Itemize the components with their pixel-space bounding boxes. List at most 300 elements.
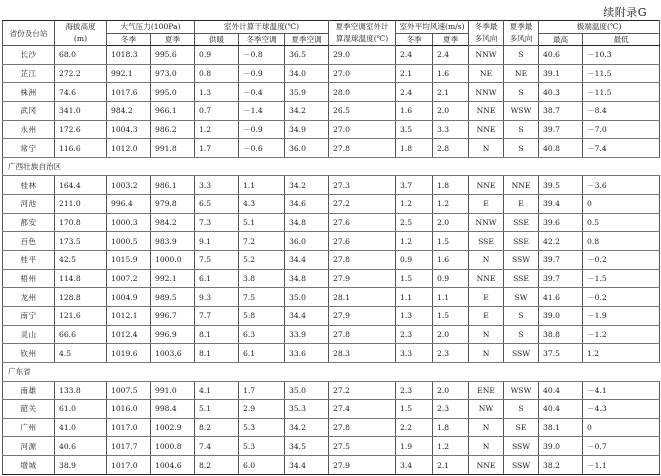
- table-cell: 170.8: [55, 213, 107, 232]
- table-cell: 27.9: [329, 306, 396, 325]
- table-cell: 1012.0: [107, 139, 151, 158]
- table-cell: 2.4: [396, 83, 433, 102]
- table-cell: NNW: [469, 83, 504, 102]
- table-cell: 34.4: [285, 251, 329, 270]
- table-cell: 34.2: [285, 101, 329, 120]
- table-cell: 0.9: [396, 251, 433, 270]
- table-cell: －8.4: [583, 101, 660, 120]
- table-cell: 7.7: [195, 306, 239, 325]
- table-cell: 0: [583, 418, 660, 437]
- table-cell: 5.8: [239, 306, 285, 325]
- table-cell: 992.1: [151, 269, 195, 288]
- table-row: [3, 176, 660, 195]
- table-cell: 1017.0: [107, 418, 151, 437]
- table-cell: 1.2: [195, 120, 239, 139]
- station-name: 河源: [3, 437, 55, 456]
- table-cell: 3.3: [433, 120, 469, 139]
- table-cell: 40.8: [539, 139, 583, 158]
- table-cell: 1002.9: [151, 418, 195, 437]
- table-cell: 2.0: [433, 101, 469, 120]
- table-cell: 6.5: [195, 195, 239, 214]
- header-pressure: 大气压力(100Pa): [107, 21, 195, 34]
- table-cell: 36.0: [285, 232, 329, 251]
- table-cell: S: [504, 400, 539, 419]
- table-cell: 996.9: [151, 325, 195, 344]
- table-cell: 38.7: [539, 101, 583, 120]
- table-cell: 35.0: [285, 288, 329, 307]
- table-row: [3, 213, 660, 232]
- table-cell: 42.2: [539, 232, 583, 251]
- table-row: [3, 64, 660, 83]
- table-cell: NNE: [469, 456, 504, 475]
- table-cell: 34.6: [285, 195, 329, 214]
- station-name: 增城: [3, 456, 55, 475]
- table-cell: 8.2: [195, 456, 239, 475]
- table-cell: 38.1: [539, 418, 583, 437]
- table-cell: 7.3: [195, 213, 239, 232]
- table-cell: 5.3: [239, 418, 285, 437]
- table-cell: －1.1: [583, 456, 660, 475]
- table-cell: 1.5: [433, 232, 469, 251]
- table-cell: 28.1: [329, 288, 396, 307]
- table-row: [3, 195, 660, 214]
- table-cell: SSW: [504, 344, 539, 363]
- table-cell: 36.5: [285, 46, 329, 65]
- table-cell: 2.8: [433, 139, 469, 158]
- table-cell: 3.8: [239, 269, 285, 288]
- table-cell: 33.6: [285, 344, 329, 363]
- table-cell: SSE: [469, 232, 504, 251]
- table-cell: 1004.6: [151, 456, 195, 475]
- table-cell: 1000.3: [107, 213, 151, 232]
- table-cell: 1.6: [396, 101, 433, 120]
- table-cell: 40.4: [539, 400, 583, 419]
- table-cell: 1.8: [433, 418, 469, 437]
- table-cell: 979.8: [151, 195, 195, 214]
- table-cell: 1.8: [433, 176, 469, 195]
- station-name: 河池: [3, 195, 55, 214]
- table-cell: 2.1: [396, 64, 433, 83]
- table-cell: 128.8: [55, 288, 107, 307]
- table-cell: 4.3: [239, 195, 285, 214]
- table-cell: 3.7: [396, 176, 433, 195]
- table-cell: 1.6: [433, 64, 469, 83]
- table-cell: N: [469, 344, 504, 363]
- table-cell: 1018.3: [107, 46, 151, 65]
- table-cell: SSE: [504, 232, 539, 251]
- table-cell: 5.1: [239, 213, 285, 232]
- table-cell: 6.1: [195, 269, 239, 288]
- table-cell: 2.1: [433, 456, 469, 475]
- table-cell: 1.7: [239, 381, 285, 400]
- table-cell: 2.3: [433, 400, 469, 419]
- table-row: [3, 325, 660, 344]
- table-cell: WSW: [504, 101, 539, 120]
- table-cell: 27.9: [329, 269, 396, 288]
- table-cell: 272.2: [55, 64, 107, 83]
- table-cell: 39.7: [539, 120, 583, 139]
- header-wind: 室外平均风速(m/s): [396, 21, 469, 34]
- header-drybulb-heating: 供暖: [195, 33, 239, 46]
- header-extreme: 极端温度(℃): [539, 21, 660, 34]
- table-cell: 116.6: [55, 139, 107, 158]
- table-cell: 992.1: [107, 64, 151, 83]
- table-cell: S: [504, 83, 539, 102]
- table-cell: 0.5: [583, 213, 660, 232]
- table-cell: 26.5: [329, 101, 396, 120]
- table-cell: 1.1: [239, 176, 285, 195]
- table-cell: S: [504, 120, 539, 139]
- table-cell: 986.1: [151, 176, 195, 195]
- table-cell: S: [504, 139, 539, 158]
- table-cell: 0.9: [433, 269, 469, 288]
- table-cell: 27.8: [329, 418, 396, 437]
- table-cell: 1007.5: [107, 381, 151, 400]
- header-drybulb-summer-ac: 夏季空调: [285, 33, 329, 46]
- station-name: 武冈: [3, 101, 55, 120]
- table-cell: 40.6: [539, 46, 583, 65]
- table-cell: 1.2: [433, 437, 469, 456]
- table-cell: 1.1: [433, 288, 469, 307]
- station-name: 韶关: [3, 400, 55, 419]
- table-cell: S: [504, 325, 539, 344]
- table-cell: 27.0: [329, 120, 396, 139]
- table-cell: SSW: [504, 456, 539, 475]
- table-cell: 34.8: [285, 269, 329, 288]
- table-cell: 995.0: [151, 83, 195, 102]
- table-cell: 1019.6: [107, 344, 151, 363]
- table-cell: NNE: [469, 101, 504, 120]
- table-cell: －0.6: [239, 139, 285, 158]
- table-cell: 995.6: [151, 46, 195, 65]
- table-cell: 27.9: [329, 456, 396, 475]
- header-wind-summer: 夏季: [433, 33, 469, 46]
- table-cell: －0.9: [239, 120, 285, 139]
- table-cell: 2.2: [396, 418, 433, 437]
- station-name: 常宁: [3, 139, 55, 158]
- table-cell: 984.2: [151, 213, 195, 232]
- table-cell: 1017.6: [107, 83, 151, 102]
- table-cell: S: [504, 306, 539, 325]
- table-cell: －0.9: [239, 64, 285, 83]
- table-cell: N: [469, 139, 504, 158]
- table-cell: 34.0: [285, 64, 329, 83]
- table-row: [3, 381, 660, 400]
- header-station: 省份及台站: [3, 21, 55, 46]
- table-cell: 41.0: [55, 418, 107, 437]
- table-cell: 39.7: [539, 251, 583, 270]
- table-cell: 1.6: [433, 251, 469, 270]
- table-cell: 39.6: [539, 213, 583, 232]
- table-cell: 38.9: [55, 456, 107, 475]
- header-extreme-min: 最低: [583, 33, 660, 46]
- table-row: [3, 232, 660, 251]
- table-cell: 39.4: [539, 195, 583, 214]
- table-cell: N: [469, 437, 504, 456]
- table-cell: NNE: [469, 120, 504, 139]
- table-cell: SE: [504, 418, 539, 437]
- table-cell: SW: [504, 288, 539, 307]
- table-cell: 38.2: [539, 456, 583, 475]
- table-cell: 173.5: [55, 232, 107, 251]
- header-wind-winter: 冬季: [396, 33, 433, 46]
- table-cell: 0.8: [583, 232, 660, 251]
- table-cell: 5.3: [239, 437, 285, 456]
- table-cell: 121.6: [55, 306, 107, 325]
- table-cell: 39.0: [539, 437, 583, 456]
- table-cell: 1.5: [396, 400, 433, 419]
- table-cell: 0.7: [195, 101, 239, 120]
- table-cell: 2.5: [396, 213, 433, 232]
- table-cell: 1.8: [396, 139, 433, 158]
- table-cell: S: [504, 46, 539, 65]
- table-cell: －1.9: [583, 306, 660, 325]
- table-row: [3, 101, 660, 120]
- station-name: 百色: [3, 232, 55, 251]
- header-altitude: 海拔高度 (m): [55, 21, 107, 46]
- table-row: [3, 120, 660, 139]
- table-cell: 3.3: [396, 344, 433, 363]
- table-cell: 33.9: [285, 325, 329, 344]
- table-cell: 5.1: [195, 400, 239, 419]
- table-row: [3, 139, 660, 158]
- table-cell: 3.5: [396, 120, 433, 139]
- table-cell: 986.2: [151, 120, 195, 139]
- table-cell: 1.3: [195, 83, 239, 102]
- table-cell: 1.2: [583, 344, 660, 363]
- table-cell: 27.4: [329, 400, 396, 419]
- table-cell: 35.0: [285, 381, 329, 400]
- table-cell: －11.5: [583, 64, 660, 83]
- station-name: 钦州: [3, 344, 55, 363]
- header-extreme-max: 最高: [539, 33, 583, 46]
- station-name: 长沙: [3, 46, 55, 65]
- table-cell: 1.3: [396, 306, 433, 325]
- table-cell: 983.9: [151, 232, 195, 251]
- table-cell: E: [469, 288, 504, 307]
- table-cell: 27.2: [329, 195, 396, 214]
- table-cell: 1.2: [396, 195, 433, 214]
- region-spacer: [151, 362, 660, 381]
- station-name: 桂林: [3, 176, 55, 195]
- table-cell: 0: [583, 195, 660, 214]
- table-cell: －0.8: [239, 46, 285, 65]
- table-cell: －4.3: [583, 400, 660, 419]
- table-cell: 133.8: [55, 381, 107, 400]
- table-cell: 39.7: [539, 269, 583, 288]
- table-cell: 9.1: [195, 232, 239, 251]
- table-cell: 1000.0: [151, 251, 195, 270]
- table-cell: 1012.1: [107, 306, 151, 325]
- table-cell: NNW: [469, 213, 504, 232]
- table-cell: 2.4: [433, 46, 469, 65]
- table-cell: 66.6: [55, 325, 107, 344]
- table-cell: 35.9: [285, 83, 329, 102]
- table-cell: 1.5: [433, 306, 469, 325]
- region-row: [3, 362, 660, 381]
- table-cell: 2.0: [433, 381, 469, 400]
- table-cell: 991.8: [151, 139, 195, 158]
- table-cell: 7.5: [239, 288, 285, 307]
- header-wind-dir-winter: 冬季最 多风向: [469, 21, 504, 46]
- table-cell: 28.0: [329, 83, 396, 102]
- table-cell: 1016.0: [107, 400, 151, 419]
- table-cell: 1.2: [433, 195, 469, 214]
- table-cell: 2.0: [433, 325, 469, 344]
- table-cell: 3.4: [396, 456, 433, 475]
- table-cell: －0.7: [583, 437, 660, 456]
- appendix-caption: 续附录G: [603, 6, 647, 19]
- header-pressure-winter: 冬季: [107, 33, 151, 46]
- table-cell: 1003.6: [151, 344, 195, 363]
- table-cell: NE: [504, 64, 539, 83]
- table-cell: 68.0: [55, 46, 107, 65]
- table-cell: 1.1: [396, 288, 433, 307]
- table-cell: 37.5: [539, 344, 583, 363]
- table-body: [3, 46, 660, 475]
- table-cell: 40.4: [539, 381, 583, 400]
- table-cell: NNE: [469, 269, 504, 288]
- table-cell: 4.1: [195, 381, 239, 400]
- table-row: [3, 306, 660, 325]
- header-wetbulb: 夏季空调室外计 算湿球温度(℃): [329, 21, 396, 46]
- table-cell: 27.2: [329, 381, 396, 400]
- table-cell: 1.5: [396, 269, 433, 288]
- table-cell: NE: [469, 64, 504, 83]
- table-cell: 966.1: [151, 101, 195, 120]
- table-cell: 27.5: [329, 437, 396, 456]
- table-cell: 29.0: [329, 46, 396, 65]
- climate-data-table: [2, 20, 660, 475]
- station-name: 都安: [3, 213, 55, 232]
- table-cell: 38.8: [539, 325, 583, 344]
- table-cell: 1007.2: [107, 269, 151, 288]
- table-cell: 34.9: [285, 120, 329, 139]
- table-cell: 7.5: [195, 251, 239, 270]
- station-name: 梧州: [3, 269, 55, 288]
- table-cell: 973.0: [151, 64, 195, 83]
- table-cell: 35.3: [285, 400, 329, 419]
- table-cell: 2.0: [433, 213, 469, 232]
- table-cell: 1000.8: [151, 437, 195, 456]
- table-cell: 998.4: [151, 400, 195, 419]
- table-cell: 1.9: [396, 437, 433, 456]
- table-cell: 40.3: [539, 83, 583, 102]
- table-cell: 41.6: [539, 288, 583, 307]
- table-cell: SSW: [504, 251, 539, 270]
- table-cell: 34.4: [285, 456, 329, 475]
- table-cell: 1.7: [195, 139, 239, 158]
- table-cell: －11.5: [583, 83, 660, 102]
- header-drybulb: 室外计算干球温度(℃): [195, 21, 329, 34]
- table-cell: 2.3: [396, 325, 433, 344]
- table-cell: NNE: [469, 176, 504, 195]
- table-cell: 34.5: [285, 437, 329, 456]
- table-cell: 2.9: [239, 400, 285, 419]
- table-cell: 9.3: [195, 288, 239, 307]
- table-row: [3, 437, 660, 456]
- table-cell: 34.4: [285, 306, 329, 325]
- table-cell: N: [469, 325, 504, 344]
- table-cell: 3.3: [195, 176, 239, 195]
- table-cell: 6.0: [239, 456, 285, 475]
- table-cell: 40.6: [55, 437, 107, 456]
- table-cell: －7.4: [583, 139, 660, 158]
- table-cell: 39.1: [539, 64, 583, 83]
- station-name: 芷江: [3, 64, 55, 83]
- table-cell: 1012.4: [107, 325, 151, 344]
- table-cell: 164.4: [55, 176, 107, 195]
- table-cell: ENE: [469, 381, 504, 400]
- table-cell: NNE: [504, 176, 539, 195]
- table-row: [3, 418, 660, 437]
- table-cell: E: [504, 195, 539, 214]
- table-row: [3, 269, 660, 288]
- table-cell: 1.2: [396, 232, 433, 251]
- table-row: [3, 344, 660, 363]
- table-cell: 7.2: [239, 232, 285, 251]
- station-name: 龙州: [3, 288, 55, 307]
- table-cell: －10.3: [583, 46, 660, 65]
- region-label: 广东省: [3, 362, 151, 381]
- table-cell: 8.1: [195, 344, 239, 363]
- station-name: 广州: [3, 418, 55, 437]
- table-header: [3, 21, 660, 46]
- table-cell: 61.0: [55, 400, 107, 419]
- table-cell: －0.4: [239, 83, 285, 102]
- table-cell: 27.8: [329, 325, 396, 344]
- table-cell: 1004.9: [107, 288, 151, 307]
- table-cell: －1.4: [239, 101, 285, 120]
- table-cell: 74.6: [55, 83, 107, 102]
- table-cell: 36.0: [285, 139, 329, 158]
- table-cell: 2.3: [433, 344, 469, 363]
- table-cell: －7.0: [583, 120, 660, 139]
- table-row: [3, 251, 660, 270]
- table-cell: 8.2: [195, 418, 239, 437]
- table-cell: N: [469, 251, 504, 270]
- table-cell: 991.0: [151, 381, 195, 400]
- table-cell: 34.2: [285, 418, 329, 437]
- table-cell: 42.5: [55, 251, 107, 270]
- table-cell: 984.2: [107, 101, 151, 120]
- table-cell: －1.2: [583, 325, 660, 344]
- table-cell: 34.2: [285, 176, 329, 195]
- region-spacer: [151, 157, 660, 176]
- header-pressure-summer: 夏季: [151, 33, 195, 46]
- table-cell: －0.2: [583, 251, 660, 270]
- table-cell: E: [469, 306, 504, 325]
- table-cell: 28.3: [329, 344, 396, 363]
- table-cell: 0.9: [195, 46, 239, 65]
- table-cell: WSW: [504, 381, 539, 400]
- table-cell: －0.2: [583, 288, 660, 307]
- table-row: [3, 288, 660, 307]
- table-cell: 1017.7: [107, 437, 151, 456]
- table-cell: 996.4: [107, 195, 151, 214]
- table-cell: 8.1: [195, 325, 239, 344]
- table-cell: 6.1: [239, 344, 285, 363]
- station-name: 南雄: [3, 381, 55, 400]
- table-cell: 1015.9: [107, 251, 151, 270]
- table-row: [3, 46, 660, 65]
- table-cell: N: [469, 418, 504, 437]
- table-cell: 0.8: [195, 64, 239, 83]
- station-name: 永州: [3, 120, 55, 139]
- table-cell: 4.5: [55, 344, 107, 363]
- table-cell: 2.3: [396, 381, 433, 400]
- table-cell: 27.6: [329, 213, 396, 232]
